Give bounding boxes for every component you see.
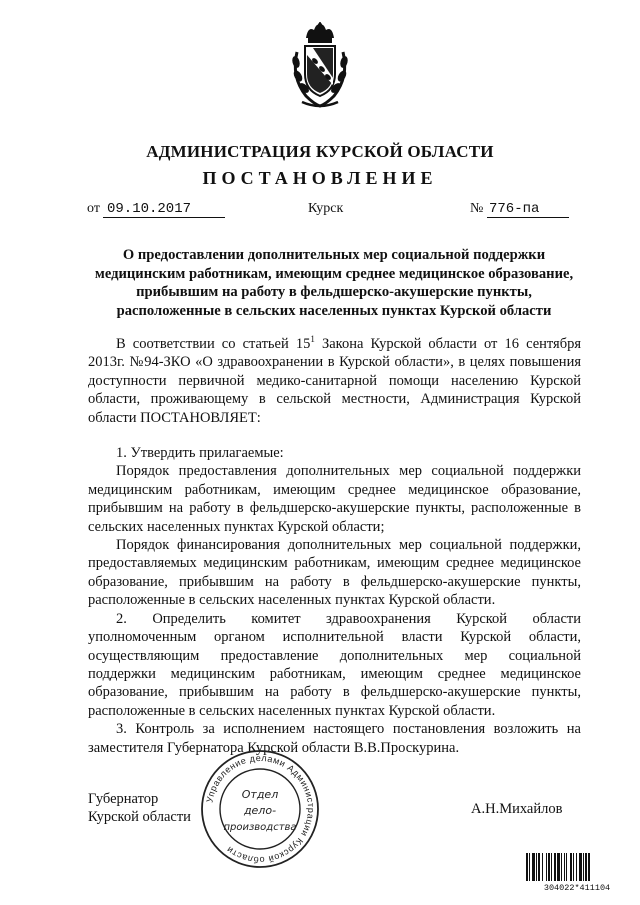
signatory-position <box>88 790 191 827</box>
document-number: 776-па <box>487 201 569 218</box>
barcode <box>524 852 630 892</box>
stamp-inner-line-2: дело- <box>243 804 277 817</box>
stamp-outer-text: Управление делами Администрации Курской области <box>204 752 317 866</box>
document-title: О предоставлении дополнительных мер социальной поддержки медицинским работникам, имеющим среднее медицинское образование, прибывшим на работу в фельдшерско-акушерские пункты, расположенные в сельских населенных пунктах Курской области <box>94 247 574 319</box>
barcode-bars <box>526 853 590 881</box>
coat-of-arms-icon <box>288 22 352 110</box>
document-date: 09.10.2017 <box>103 201 225 218</box>
position-line-2: Курской области <box>88 809 191 826</box>
number-prefix: № <box>470 201 484 216</box>
authority-name: АДМИНИСТРАЦИЯ КУРСКОЙ ОБЛАСТИ <box>146 142 494 161</box>
preamble-paragraph <box>88 335 581 427</box>
barcode-number: 304022*411104 <box>543 883 611 892</box>
position-line-1: Губернатор <box>88 791 159 807</box>
document-type: ПОСТАНОВЛЕНИЕ <box>202 168 438 188</box>
office-stamp <box>199 748 321 870</box>
item-1-procedure-provision: Порядок предоставления дополнительных мер социальной поддержки медицинским работникам, имеющим среднее медицинское образование, прибывшим на работу в фельдшерско-акушерские пункты, расположенные в сельских населенных пунктах Курской области; <box>88 463 581 535</box>
preamble-text-a: В соответствии со статьей 15 <box>116 336 311 352</box>
stamp-inner-line-1: Отдел <box>241 788 279 801</box>
item-1-heading: 1. Утвердить прилагаемые: <box>116 445 284 462</box>
preamble-text-b: Закона Курской области от 16 сентября 2013г. №94-ЗКО «О здравоохранении в Курской области», в целях повышения доступности первичной медико-санитарной помощи населению Курской области, проживающему в сельской местности, Администрация Курской области ПОСТАНОВЛЯЕТ: <box>88 336 581 426</box>
stamp-inner-line-3: производства <box>223 822 297 833</box>
document-body <box>88 335 581 757</box>
article-superscript: 1 <box>310 334 315 345</box>
document-city: Курск <box>308 201 344 216</box>
item-3-paragraph: 3. Контроль за исполнением настоящего постановления возложить на заместителя Губернатора Курской области В.В.Проскурина. <box>88 721 581 756</box>
signatory-name: А.Н.Михайлов <box>471 801 563 817</box>
item-1-procedure-financing: Порядок финансирования дополнительных мер социальной поддержки, предоставляемых медицинским работникам, имеющим среднее медицинское образование, прибывшим на работу в фельдшерско-акушерские пункты, расположенные в сельских населенных пунктах Курской области. <box>88 537 581 609</box>
date-prefix: от <box>87 201 100 216</box>
item-2-paragraph: 2. Определить комитет здравоохранения Курской области уполномоченным органом исполнительной власти Курской области, осуществляющим предоставление дополнительных мер социальной поддержки медицинским работникам, имеющим среднее медицинское образование, прибывшим на работу в фельдшерско-акушерские пункты, расположенные в сельских населенных пунктах Курской области. <box>88 610 581 719</box>
